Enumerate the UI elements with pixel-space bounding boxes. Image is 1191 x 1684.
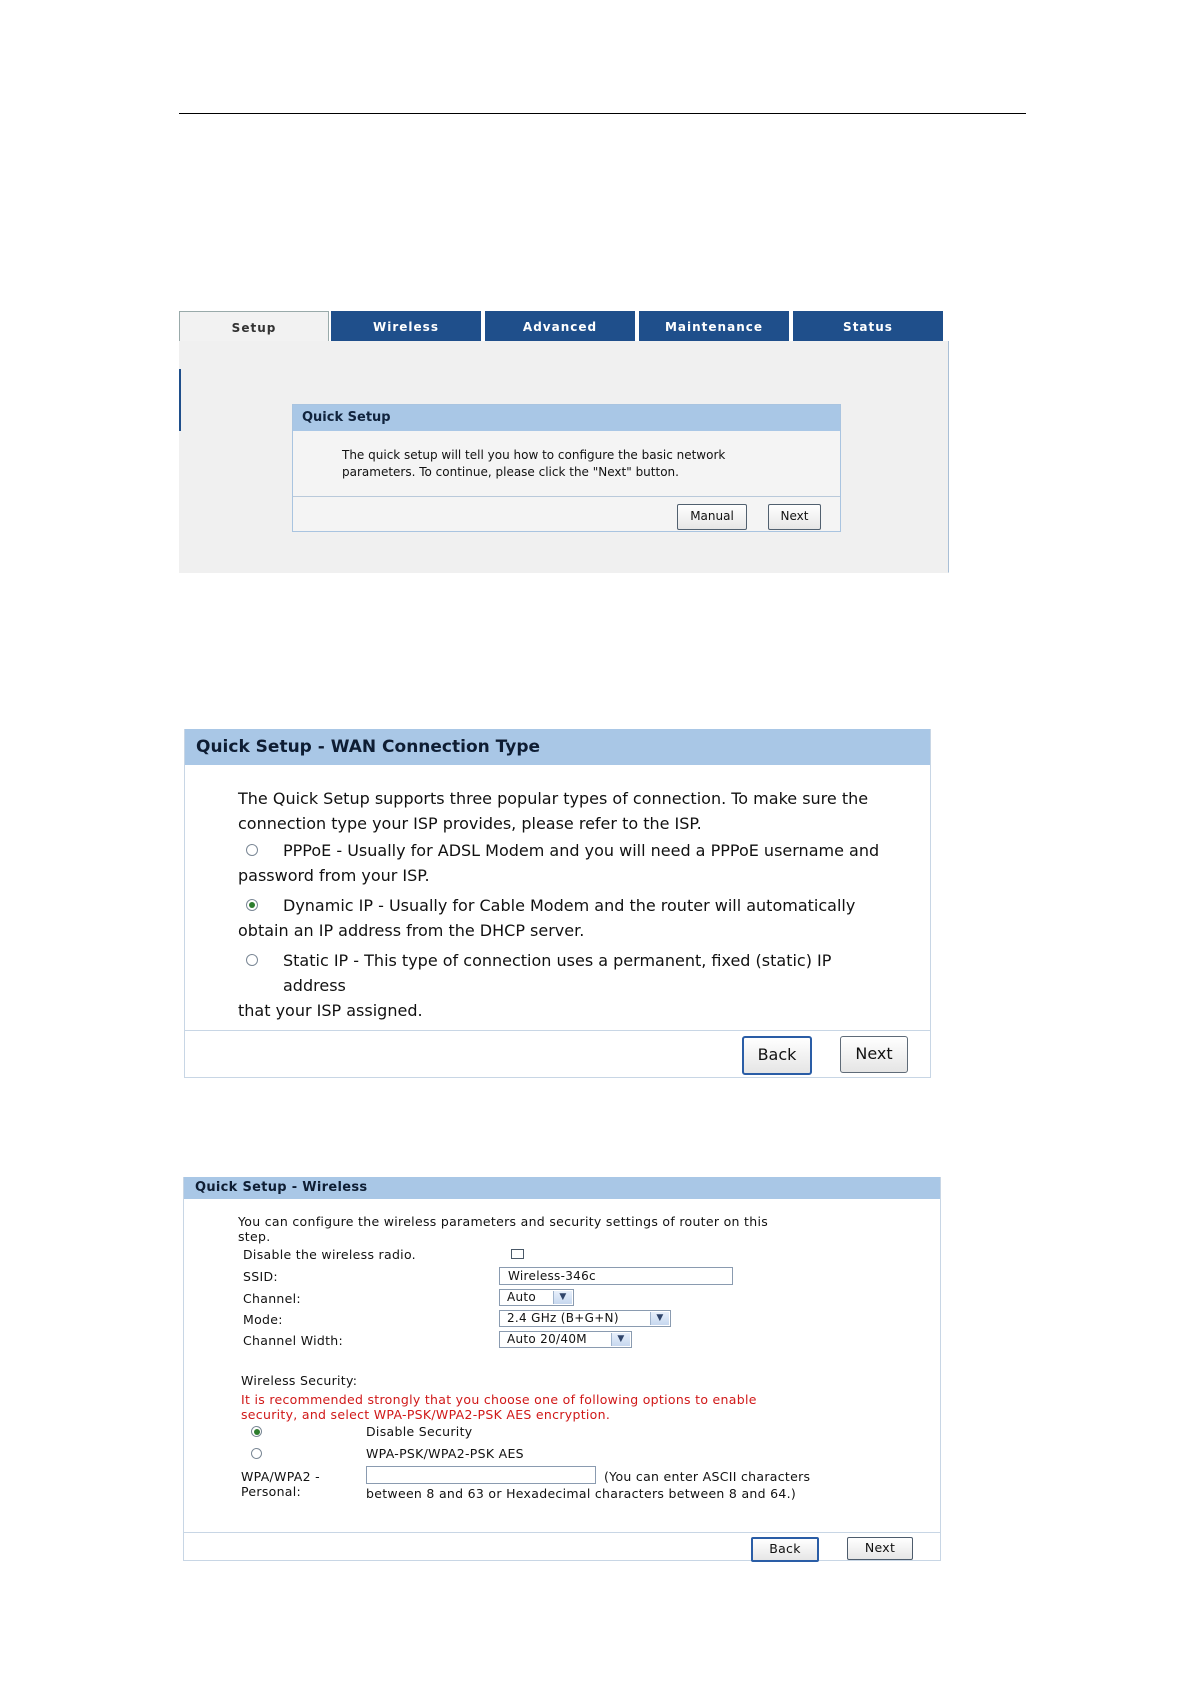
channel-width-value: Auto 20/40M — [507, 1332, 587, 1346]
channel-value: Auto — [507, 1290, 537, 1304]
wan-connection-title: Quick Setup - WAN Connection Type — [185, 729, 930, 765]
mode-label: Mode: — [243, 1312, 283, 1327]
wpa-psk-radio[interactable] — [251, 1448, 262, 1459]
chevron-down-icon: ▼ — [611, 1333, 630, 1346]
wireless-setup-title: Quick Setup - Wireless — [184, 1177, 940, 1199]
divider — [185, 1030, 930, 1031]
disable-security-radio[interactable] — [251, 1426, 262, 1437]
pppoe-option-text — [238, 838, 898, 888]
chevron-down-icon: ▼ — [650, 1312, 669, 1325]
wireless-intro-text — [238, 1214, 768, 1244]
quick-setup-wireless-screenshot — [183, 1177, 941, 1561]
router-setup-screenshot — [179, 311, 950, 574]
wpa-psk-label: WPA-PSK/WPA2-PSK AES — [366, 1446, 524, 1461]
label-line: Personal: — [241, 1484, 302, 1499]
tab-status[interactable]: Status — [793, 311, 943, 341]
divider — [293, 496, 840, 497]
wireless-security-label: Wireless Security: — [241, 1373, 358, 1388]
quick-setup-box — [292, 404, 841, 532]
back-button[interactable]: Back — [751, 1537, 819, 1562]
channel-width-label: Channel Width: — [243, 1333, 344, 1348]
description-line: The quick setup will tell you how to configure the basic network — [342, 448, 726, 462]
label-line: WPA/WPA2 - — [241, 1469, 320, 1484]
sidebar-edge — [179, 369, 181, 431]
back-button[interactable]: Back — [742, 1036, 812, 1075]
tab-maintenance[interactable]: Maintenance — [639, 311, 789, 341]
warning-line: It is recommended strongly that you choose one of following options to enable — [241, 1392, 757, 1407]
wan-intro-text — [238, 786, 898, 836]
divider — [184, 1532, 940, 1533]
ssid-label: SSID: — [243, 1269, 278, 1284]
wpa-key-input[interactable] — [366, 1466, 596, 1484]
channel-label: Channel: — [243, 1291, 301, 1306]
mode-value: 2.4 GHz (B+G+N) — [507, 1311, 619, 1325]
page-header-rule — [179, 113, 1026, 114]
tab-wireless[interactable]: Wireless — [331, 311, 481, 341]
manual-button[interactable]: Manual — [677, 504, 747, 530]
ssid-input[interactable]: Wireless-346c — [499, 1267, 733, 1285]
static-ip-option-text — [238, 948, 898, 1023]
next-button[interactable]: Next — [840, 1036, 908, 1073]
channel-select[interactable] — [499, 1289, 574, 1306]
quick-setup-title: Quick Setup — [293, 405, 840, 431]
option-line: Dynamic IP - Usually for Cable Modem and the router will automatically — [283, 896, 856, 915]
main-tab-bar — [179, 311, 950, 341]
channel-width-select[interactable] — [499, 1331, 632, 1348]
wan-connection-type-screenshot — [184, 729, 931, 1078]
next-button[interactable]: Next — [847, 1537, 913, 1560]
option-line: PPPoE - Usually for ADSL Modem and you will need a PPPoE username and — [283, 841, 880, 860]
option-line: that your ISP assigned. — [238, 1001, 423, 1020]
chevron-down-icon: ▼ — [553, 1291, 572, 1304]
mode-select[interactable] — [499, 1310, 671, 1327]
quick-setup-description — [342, 447, 782, 481]
tab-setup[interactable]: Setup — [179, 311, 329, 342]
key-hint-line2: between 8 and 63 or Hexadecimal characters between 8 and 64.) — [366, 1486, 797, 1501]
intro-line: The Quick Setup supports three popular types of connection. To make sure the — [238, 789, 869, 808]
disable-radio-checkbox[interactable] — [511, 1249, 524, 1259]
disable-radio-label: Disable the wireless radio. — [243, 1247, 416, 1262]
intro-line: connection type your ISP provides, please refer to the ISP. — [238, 814, 702, 833]
option-line: obtain an IP address from the DHCP server. — [238, 921, 585, 940]
next-button[interactable]: Next — [768, 504, 821, 530]
security-warning — [241, 1392, 757, 1422]
intro-line: step. — [238, 1229, 271, 1244]
intro-line: You can configure the wireless parameters and security settings of router on this — [238, 1214, 769, 1229]
wpa-personal-label — [241, 1469, 320, 1499]
tab-advanced[interactable]: Advanced — [485, 311, 635, 341]
warning-line: security, and select WPA-PSK/WPA2-PSK AES encryption. — [241, 1407, 611, 1422]
disable-security-label: Disable Security — [366, 1424, 473, 1439]
option-line: password from your ISP. — [238, 866, 430, 885]
description-line: parameters. To continue, please click the "Next" button. — [342, 465, 679, 479]
setup-content-panel — [179, 341, 949, 573]
option-line: Static IP - This type of connection uses a permanent, fixed (static) IP address — [283, 951, 832, 995]
key-hint-line1: (You can enter ASCII characters — [604, 1469, 811, 1484]
dynamic-ip-option-text — [238, 893, 898, 943]
